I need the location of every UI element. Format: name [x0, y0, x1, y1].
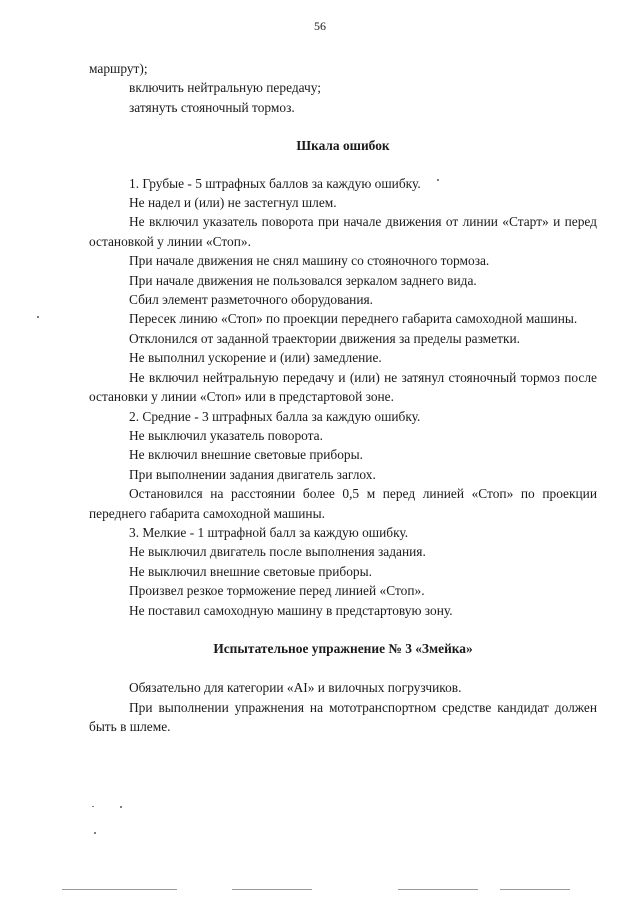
scan-artifact	[92, 806, 94, 807]
page-number: 56	[314, 19, 326, 33]
error-paragraph: Отклонился от заданной траектории движения за пределы разметки.	[129, 330, 520, 346]
scan-artifact	[500, 889, 570, 890]
exercise-paragraph: При выполнении упражнения на мототранспортном средстве кандидат должен быть в шлеме.	[89, 699, 597, 735]
intro-line: включить нейтральную передачу;	[129, 80, 322, 96]
error-paragraph: 3. Мелкие - 1 штрафной балл за каждую ошибку.	[129, 524, 409, 540]
exercise-paragraph: Обязательно для категории «AI» и вилочных погрузчиков.	[129, 680, 462, 696]
error-paragraph: 2. Средние - 3 штрафных балла за каждую ошибку.	[129, 408, 421, 424]
error-paragraph: Не выключил двигатель после выполнения задания.	[129, 544, 426, 560]
error-paragraph: Не поставил самоходную машину в предстартовую зону.	[129, 602, 453, 618]
error-paragraph: При выполнении задания двигатель заглох.	[129, 466, 376, 482]
scan-artifact	[62, 889, 177, 890]
section-heading-errors: Шкала ошибок	[296, 138, 390, 154]
scan-artifact	[120, 806, 122, 808]
error-paragraph: При начале движения не пользовался зеркалом заднего вида.	[129, 272, 477, 288]
intro-line: затянуть стояночный тормоз.	[129, 99, 295, 115]
scan-artifact	[437, 179, 439, 181]
error-paragraph: Остановился на расстоянии более 0,5 м перед линией «Стоп» по проекции переднего габарита самоходной машины.	[89, 486, 597, 521]
error-paragraph: Не включил внешние световые приборы.	[129, 447, 363, 463]
error-paragraph: Не включил указатель поворота при начале движения от линии «Старт» и перед остановкой у линии «Стоп».	[89, 214, 597, 249]
document-body	[89, 59, 597, 737]
error-paragraph: Не выключил указатель поворота.	[129, 427, 323, 443]
scan-artifact	[94, 832, 96, 834]
error-paragraph: Не надел и (или) не застегнул шлем.	[129, 195, 337, 211]
error-paragraph: При начале движения не снял машину со стояночного тормоза.	[129, 253, 490, 269]
error-paragraph: Не выключил внешние световые приборы.	[129, 563, 372, 579]
scan-artifact	[37, 316, 39, 318]
intro-line: маршрут);	[89, 61, 148, 76]
scan-artifact	[232, 889, 312, 890]
error-paragraph: Не включил нейтральную передачу и (или) не затянул стояночный тормоз после остановки у линии «Стоп» или в предстартовой зоне.	[89, 369, 597, 405]
section-heading-exercise: Испытательное упражнение № 3 «Змейка»	[213, 640, 473, 656]
error-paragraph: Произвел резкое торможение перед линией «Стоп».	[129, 583, 425, 599]
error-paragraph: Не выполнил ускорение и (или) замедление.	[129, 350, 382, 366]
error-paragraph: 1. Грубые - 5 штрафных баллов за каждую ошибку.	[129, 175, 421, 191]
scan-artifact	[398, 889, 478, 890]
error-paragraph: Пересек линию «Стоп» по проекции переднего габарита самоходной машины.	[129, 311, 578, 327]
error-paragraph: Сбил элемент разметочного оборудования.	[129, 292, 374, 308]
